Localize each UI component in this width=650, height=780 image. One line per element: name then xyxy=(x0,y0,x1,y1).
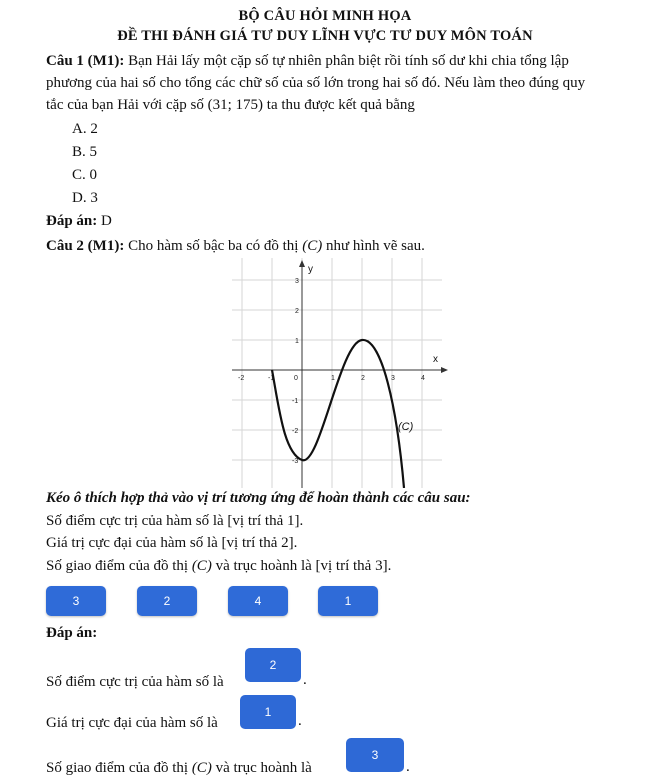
y-tick: 3 xyxy=(295,278,299,285)
q1-line2: phương của hai số cho tổng các chữ số của số lớn trong hai số đó. Nếu làm theo đúng quy xyxy=(46,75,586,91)
q1-option-b: B. 5 xyxy=(72,144,98,160)
answer-line-2: Giá trị cực đại của hàm số là xyxy=(46,715,218,731)
q2-text-main: Cho hàm số bậc ba có đồ thị xyxy=(128,238,299,254)
y-tick-labels xyxy=(292,278,299,465)
q1-option-a: A. 2 xyxy=(72,121,98,137)
x-tick-labels xyxy=(238,375,425,382)
x-tick: 3 xyxy=(391,375,395,382)
q2-text xyxy=(46,235,636,257)
q2-answer-label: Đáp án: xyxy=(46,625,98,641)
cubic-graph xyxy=(232,258,452,488)
y-tick: -3 xyxy=(292,458,299,465)
q1-label: Câu 1 (M1): xyxy=(46,53,125,69)
y-tick: -2 xyxy=(292,428,299,435)
origin-label: 0 xyxy=(294,375,298,382)
y-tick: -1 xyxy=(292,398,299,405)
doc-subtitle: ĐỀ THI ĐÁNH GIÁ TƯ DUY LĨNH VỰC TƯ DUY MÔN TOÁN xyxy=(117,28,533,44)
x-tick: 1 xyxy=(331,375,335,382)
q2-s3-part-a: Số giao điểm của đồ thị xyxy=(46,558,189,574)
q1-line1: Bạn Hải lấy một cặp số tự nhiên phân biệt rồi tính số dư khi chia tổng lập xyxy=(128,53,569,69)
doc-title: BỘ CÂU HỎI MINH HỌA xyxy=(238,8,412,24)
q2-statement-1: Số điểm cực trị của hàm số là [vị trí thả 1]. xyxy=(46,513,304,529)
q2-statement-2: Giá trị cực đại của hàm số là [vị trí thả 2]. xyxy=(46,535,298,551)
drag-tile-1[interactable]: 1 xyxy=(318,586,378,616)
curve-label: (C) xyxy=(398,421,414,433)
q1-answer xyxy=(46,213,112,230)
answer-line-1: Số điểm cực trị của hàm số là xyxy=(46,674,224,690)
cubic-curve xyxy=(272,340,404,488)
q2-text-end: như hình vẽ sau. xyxy=(325,238,425,254)
grid xyxy=(232,258,442,488)
q2-label: Câu 2 (M1): xyxy=(46,238,125,254)
q1-text xyxy=(46,50,636,116)
answer-2-period: . xyxy=(298,713,302,729)
x-tick: -2 xyxy=(238,375,245,382)
q2-instruction: Kéo ô thích hợp thả vào vị trí tương ứng để hoàn thành các câu sau: xyxy=(46,490,471,506)
q1-option-c: C. 0 xyxy=(72,167,98,183)
x-tick: -1 xyxy=(268,375,275,382)
y-tick: 2 xyxy=(295,308,299,315)
q2-s3-curve: (C) xyxy=(191,558,212,574)
q2-s3-part-b: và trục hoành là [vị trí thả 3]. xyxy=(215,558,392,574)
q2-statement-3 xyxy=(46,558,391,575)
x-axis-label: x xyxy=(433,354,438,365)
answer-1-period: . xyxy=(303,672,307,688)
drag-tile-3[interactable]: 3 xyxy=(46,586,106,616)
answer-3-period: . xyxy=(406,759,410,775)
q1-answer-label: Đáp án: xyxy=(46,213,98,229)
y-axis-arrow-icon xyxy=(299,260,305,267)
answer-3-curve: (C) xyxy=(191,760,212,776)
y-tick: 1 xyxy=(295,338,299,345)
drop-zone-3[interactable]: 3 xyxy=(346,738,404,772)
answer-line-3 xyxy=(46,760,312,777)
q1-option-d: D. 3 xyxy=(72,190,98,206)
drop-zone-2[interactable]: 1 xyxy=(240,695,296,729)
x-axis-arrow-icon xyxy=(441,367,448,373)
answer-3-part-b: và trục hoành là xyxy=(215,760,312,776)
q1-answer-value: D xyxy=(101,213,112,229)
y-axis-label: y xyxy=(308,264,313,275)
answer-3-part-a: Số giao điểm của đồ thị xyxy=(46,760,189,776)
drag-tile-4[interactable]: 4 xyxy=(228,586,288,616)
drop-zone-1[interactable]: 2 xyxy=(245,648,301,682)
q1-line3: tắc của bạn Hải với cặp số (31; 175) ta thu được kết quả bằng xyxy=(46,97,415,113)
x-tick: 4 xyxy=(421,375,425,382)
drag-tile-2[interactable]: 2 xyxy=(137,586,197,616)
x-tick: 2 xyxy=(361,375,365,382)
q2-curve-name: (C) xyxy=(302,238,323,254)
